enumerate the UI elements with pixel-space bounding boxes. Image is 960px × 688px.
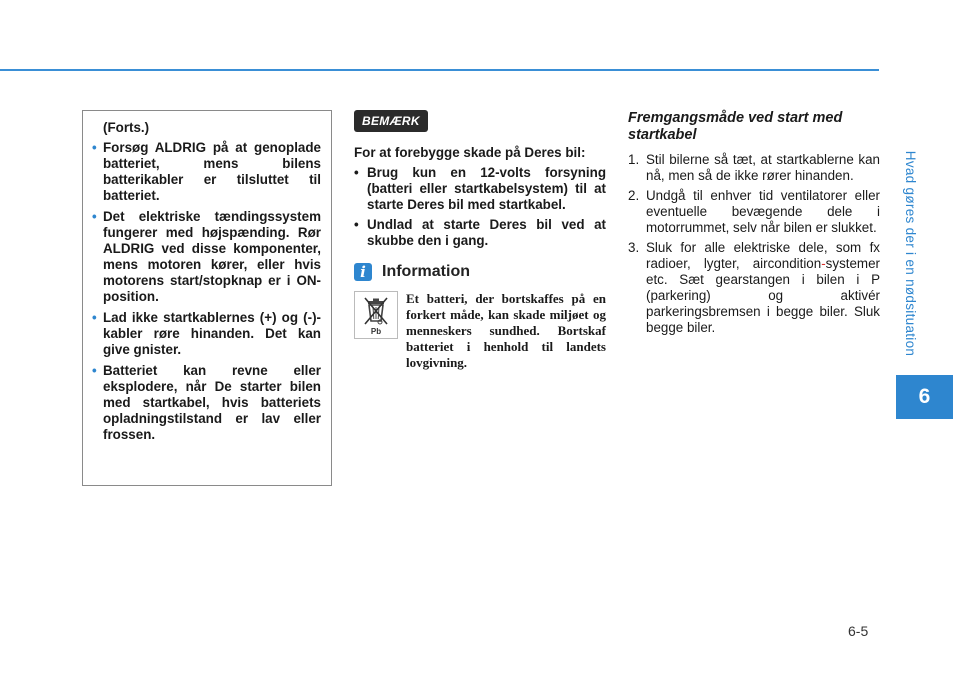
step-text: Sluk for alle elektriske dele, som fx radioer, lygter, aircondition <box>646 240 880 271</box>
information-text: Et batteri, der bortskaffes på en forkert måde, kan skade miljøet og menneskers sundhed. Bortskaf batteriet i henhold til landets lovgivning. <box>406 291 606 370</box>
warning-item <box>92 310 321 358</box>
procedure-steps <box>628 152 880 336</box>
page-number: 6-5 <box>848 623 869 639</box>
procedure-title: Fremgangsmåde ved start med startkabel <box>628 110 843 143</box>
warning-item-text: Forsøg ALDRIG på at genoplade batteriet, mens bilens batterikabler er tilsluttet til batteriet. <box>103 140 321 203</box>
note-item-text: Undlad at starte Deres bil ved at skubbe den i gang. <box>367 217 606 248</box>
step-text: Undgå til enhver tid ventilatorer eller eventuelle bevægende dele i motorrummet, selv når bilen er slukket. <box>646 188 880 235</box>
information-title: Information <box>382 263 470 280</box>
procedure-step <box>628 152 880 184</box>
note-column <box>354 110 606 371</box>
warning-item <box>92 140 321 204</box>
warning-item <box>92 209 321 305</box>
note-body <box>354 145 606 249</box>
chapter-tab <box>896 375 953 419</box>
information-body <box>354 291 606 371</box>
note-item <box>354 165 606 213</box>
warning-item-text: Batteriet kan revne eller eksplodere, når De starter bilen med startkabel, hvis batteriets opladningstilstand er lav eller frossen. <box>103 363 321 442</box>
note-lead: For at forebygge skade på Deres bil: <box>354 145 586 160</box>
chapter-number: 6 <box>918 385 931 408</box>
procedure-column <box>628 110 880 340</box>
note-item <box>354 217 606 249</box>
warning-list <box>92 140 321 443</box>
crossed-out-bin-icon <box>354 291 398 339</box>
warning-box <box>82 110 332 486</box>
step-number: 2. <box>628 188 640 203</box>
bullet-icon: • <box>92 140 97 155</box>
note-item-text: Brug kun en 12-volts forsyning (batteri eller startkabelsystem) til at starte Deres bil med startkabel. <box>367 165 606 212</box>
info-icon: i <box>354 263 372 281</box>
step-number: 1. <box>628 152 640 167</box>
bullet-icon: • <box>92 363 97 378</box>
bullet-icon: • <box>354 165 359 180</box>
section-side-title <box>896 148 926 358</box>
information-heading <box>354 263 606 281</box>
warning-item-text: Det elektriske tændingssystem fungerer med højspænding. Rør ALDRIG ved disse komponenter, mens motoren kører, eller hvis motorens start/stopknap er i ON-position. <box>103 209 321 304</box>
warning-continued-label: (Forts.) <box>103 120 150 135</box>
warning-item <box>92 363 321 443</box>
bullet-icon: • <box>92 310 97 325</box>
procedure-step <box>628 240 880 336</box>
bullet-icon: • <box>354 217 359 232</box>
note-badge: BEMÆRK <box>354 110 428 132</box>
procedure-step <box>628 188 880 236</box>
header-rule <box>0 69 879 71</box>
hyphen-mark: - <box>821 256 826 271</box>
step-text: Stil bilerne så tæt, at startkablerne kan nå, men så de ikke rører hinanden. <box>646 152 880 183</box>
bullet-icon: • <box>92 209 97 224</box>
note-list <box>354 165 606 249</box>
side-title-text: Hvad gøres der i en nødsituation <box>903 150 919 356</box>
step-text-continued: systemer etc. Sæt gearstangen i bilen i P (parkering) og aktivér parkeringsbremsen i begge biler. Sluk begge biler. <box>646 256 880 335</box>
bin-label: Pb <box>370 327 382 336</box>
step-number: 3. <box>628 240 640 255</box>
warning-item-text: Lad ikke startkablernes (+) og (-)-kabler røre hinanden. Det kan give gnister. <box>103 310 321 357</box>
